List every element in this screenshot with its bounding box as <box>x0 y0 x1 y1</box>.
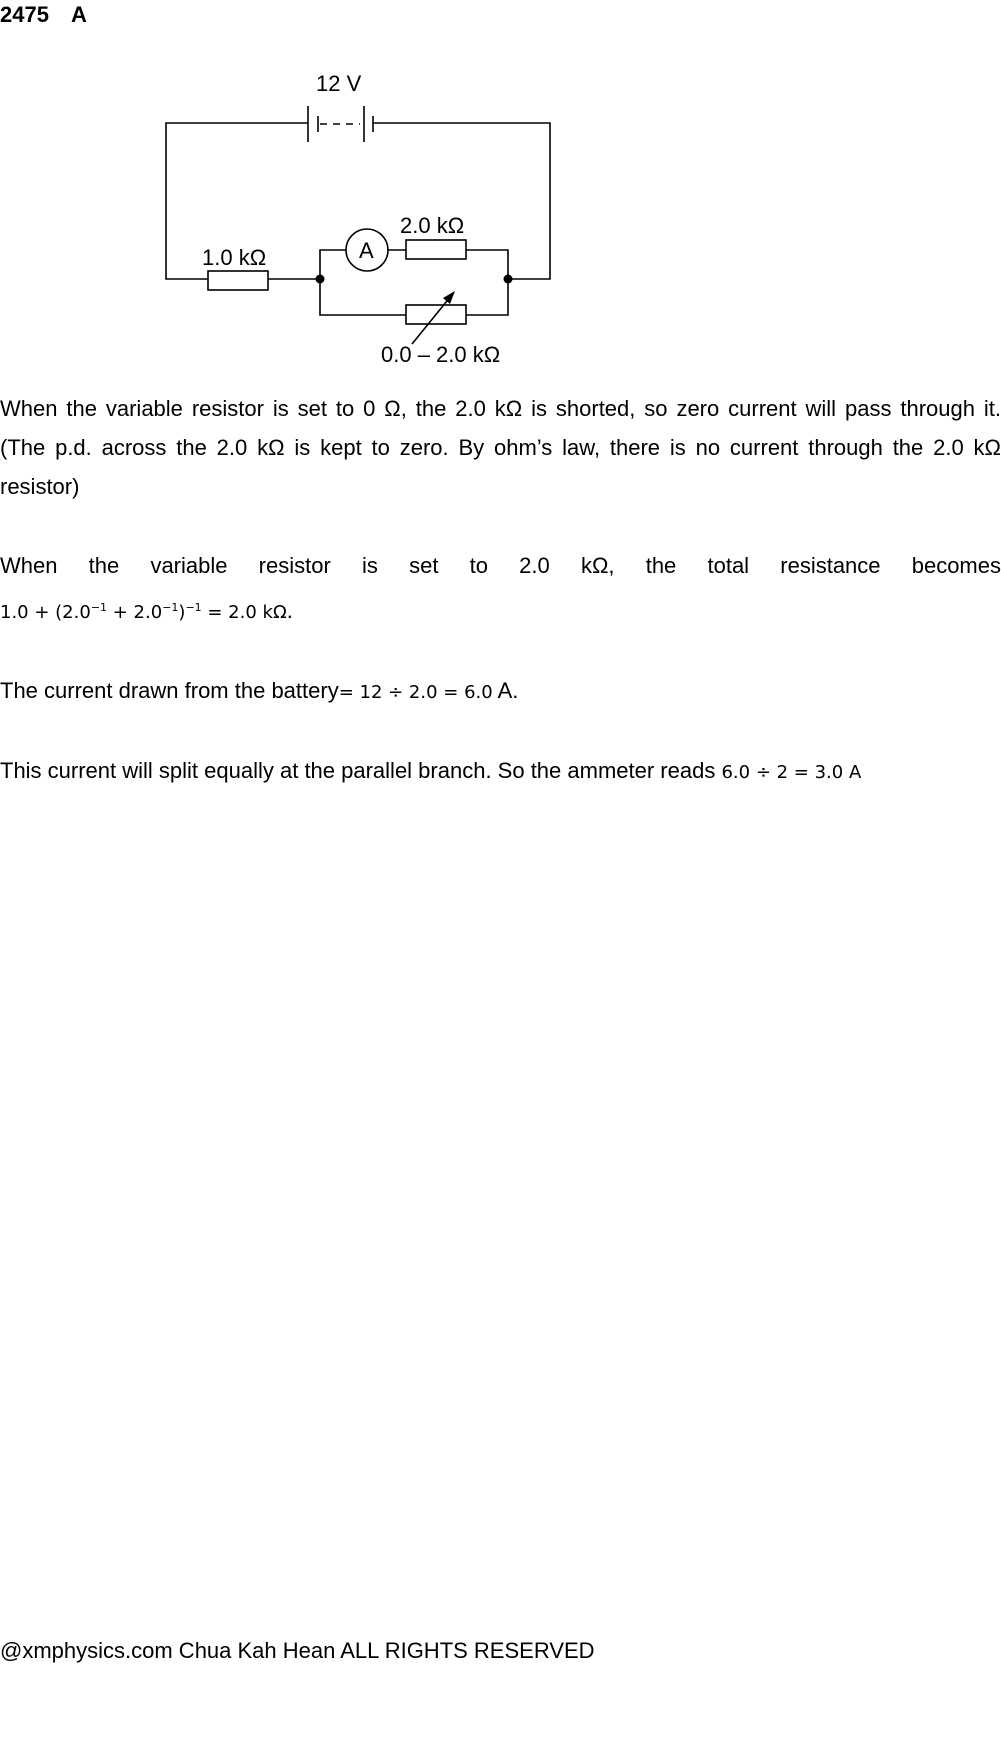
paragraph-3: The current drawn from the battery= 12 ÷ 2.0 = 6.0 A. <box>0 678 519 703</box>
wire-lower-branch-left <box>320 279 406 315</box>
paragraph-4: This current will split equally at the parallel branch. So the ammeter reads 6.0 ÷ 2 = 3.0 A <box>0 758 862 783</box>
question-number: 2475 <box>0 2 49 27</box>
wire-upper-branch-right <box>466 250 508 279</box>
battery-current-equation: = 12 ÷ 2.0 = 6.0 <box>338 682 493 703</box>
node-left <box>316 275 325 284</box>
variable-arrow-head <box>443 291 455 304</box>
battery-label: 12 V <box>316 71 362 96</box>
paragraph-1-line-1: When the variable resistor is set to 0 Ω, the 2.0 kΩ is shorted, so zero current will pass through it. <box>0 396 1001 421</box>
variable-resistor-label: 0.0 – 2.0 kΩ <box>381 342 501 367</box>
copyright-footer: @xmphysics.com Chua Kah Hean ALL RIGHTS RESERVED <box>0 1638 595 1663</box>
paragraph-2-equation: $1.0 + (2.0^{-1} + 2.0^{-1})^{-1} = 2.0$ kΩ. <box>0 598 293 623</box>
resistor-1k-label: 1.0 kΩ <box>202 245 267 270</box>
resistor-2k-label: 2.0 kΩ <box>400 213 465 238</box>
paragraph-1-line-3: resistor) <box>0 474 80 499</box>
node-right <box>504 275 513 284</box>
paragraph-2-line-1: When the variable resistor is set to 2.0 kΩ, the total resistance becomes <box>0 553 1001 578</box>
variable-arrow-shaft <box>412 296 451 344</box>
wire-lower-branch-right <box>466 279 508 315</box>
total-resistance-equation: $1.0 + (2.0^{-1} + 2.0^{-1})^{-1} = 2.0$ kΩ <box>0 601 287 623</box>
ammeter-label: A <box>359 238 374 263</box>
circuit-diagram <box>0 0 1001 380</box>
wire-top-right <box>373 123 550 279</box>
paragraph-1-line-2: (The p.d. across the 2.0 kΩ is kept to zero. By ohm’s law, there is no current through the 2.0 kΩ <box>0 435 1001 460</box>
ammeter-reading-equation: 6.0 ÷ 2 = 3.0 A <box>721 762 862 783</box>
answer-letter: A <box>70 2 87 27</box>
resistor-1k <box>208 271 268 290</box>
wire-upper-branch-left <box>320 250 346 279</box>
resistor-2k <box>406 240 466 259</box>
